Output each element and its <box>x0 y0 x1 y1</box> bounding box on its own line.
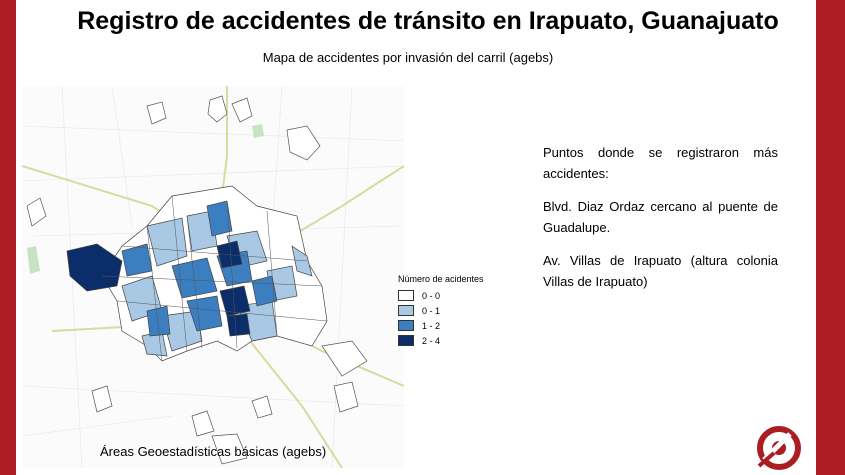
legend-item <box>398 333 484 348</box>
legend-item <box>398 288 484 303</box>
green-area <box>27 246 40 274</box>
green-area <box>252 124 264 138</box>
legend-label: 1 - 2 <box>422 320 441 331</box>
right-accent-bar <box>816 0 845 475</box>
accidents-map <box>22 86 404 468</box>
legend-swatch <box>398 320 414 331</box>
city-agebs <box>67 186 327 361</box>
legend-label: 0 - 1 <box>422 305 441 316</box>
legend-label: 2 - 4 <box>422 335 441 346</box>
legend-swatch <box>398 305 414 316</box>
info-panel <box>543 142 778 304</box>
map-legend <box>398 274 484 348</box>
legend-title: Número de acidentes <box>398 274 484 284</box>
legend-label: 0 - 0 <box>422 290 441 301</box>
info-heading: Puntos donde se registraron más accidentes: <box>543 145 778 181</box>
legend-swatch <box>398 290 414 301</box>
left-accent-bar <box>0 0 16 475</box>
info-point: Blvd. Diaz Ordaz cercano al puente de Guadalupe. <box>543 199 778 235</box>
legend-swatch <box>398 335 414 346</box>
info-point: Av. Villas de Irapuato (altura colonia Villas de Irapuato) <box>543 253 778 289</box>
map-subtitle: Mapa de accidentes por invasión del carril (agebs) <box>262 50 554 65</box>
legend-item <box>398 318 484 333</box>
brand-logo-icon <box>754 426 804 470</box>
slide-title: Registro de accidentes de tránsito en Irapuato, Guanajuato <box>77 7 779 35</box>
legend-item <box>398 303 484 318</box>
map-caption: Áreas Geoestadísticas básicas (agebs) <box>100 444 327 459</box>
